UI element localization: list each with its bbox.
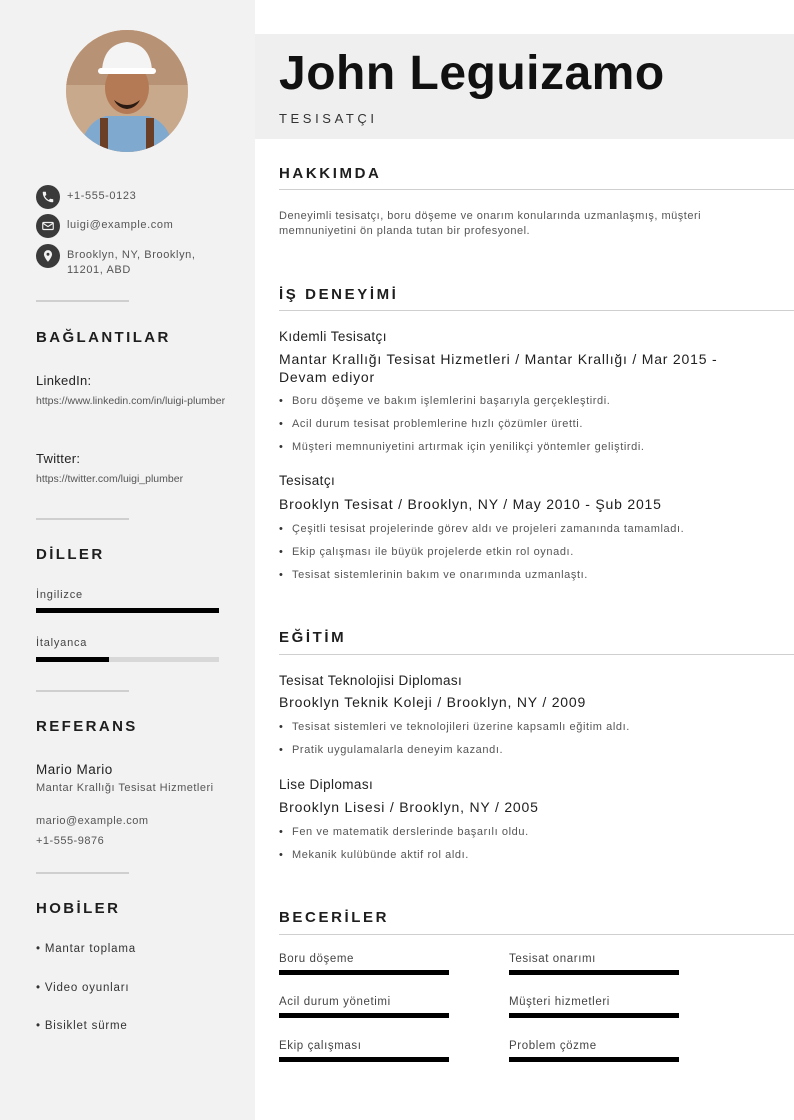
language-level-bar (36, 657, 219, 662)
reference-phone: +1-555-9876 (36, 835, 105, 847)
address-line-1: Brooklyn, NY, Brooklyn, (67, 249, 196, 261)
contact-email[interactable]: luigi@example.com (67, 219, 174, 231)
job-bullet: • Acil durum tesisat problemlerine hızlı çözümler üretti. (279, 418, 779, 430)
education-title: Lise Diploması (279, 777, 374, 792)
skill-item (509, 953, 679, 975)
language-name: İtalyanca (36, 637, 88, 649)
experience-heading: İŞ DENEYİMİ (279, 286, 399, 303)
section-divider (279, 189, 794, 190)
about-heading: HAKKIMDA (279, 165, 382, 182)
section-divider (279, 934, 794, 935)
reference-email[interactable]: mario@example.com (36, 815, 149, 827)
location-pin-icon (36, 244, 60, 268)
twitter-link[interactable]: https://twitter.com/luigi_plumber (36, 473, 184, 485)
hobby-item: • Bisiklet sürme (36, 1020, 128, 1032)
divider (36, 872, 129, 874)
section-divider (279, 310, 794, 311)
skill-level-bar (279, 1013, 449, 1018)
sidebar (0, 0, 255, 1120)
hobby-item: • Video oyunları (36, 982, 130, 994)
skill-name: Tesisat onarımı (509, 953, 596, 965)
skills-heading: BECERİLER (279, 909, 390, 926)
candidate-role: TESISATÇI (279, 111, 378, 126)
job-company: Brooklyn Tesisat / Brooklyn, NY / May 2010 - Şub 2015 (279, 496, 662, 512)
education-school: Brooklyn Lisesi / Brooklyn, NY / 2005 (279, 799, 539, 815)
skill-name: Boru döşeme (279, 953, 354, 965)
links-heading: BAĞLANTILAR (36, 329, 171, 346)
job-company: Mantar Krallığı Tesisat Hizmetleri / Mantar Krallığı / Mar 2015 - Devam ediyor (279, 351, 718, 385)
job-bullet: • Tesisat sistemlerinin bakım ve onarımında uzmanlaştı. (279, 569, 779, 581)
skill-level-bar (279, 970, 449, 975)
languages-heading: DİLLER (36, 546, 105, 563)
reference-name: Mario Mario (36, 762, 113, 777)
twitter-label: Twitter: (36, 451, 81, 466)
skill-level-bar (279, 1057, 449, 1062)
education-bullet: • Pratik uygulamalarla deneyim kazandı. (279, 744, 779, 756)
contact-phone: +1-555-0123 (67, 190, 137, 202)
language-level-bar (36, 608, 219, 613)
address-line-2: 11201, ABD (67, 264, 131, 276)
skill-item (509, 996, 679, 1018)
skill-name: Problem çözme (509, 1040, 597, 1052)
skill-item (509, 1040, 679, 1062)
job-bullet: • Ekip çalışması ile büyük projelerde etkin rol oynadı. (279, 546, 779, 558)
section-divider (279, 654, 794, 655)
education-bullet: • Tesisat sistemleri ve teknolojileri üzerine kapsamlı eğitim aldı. (279, 721, 779, 733)
education-bullet: • Fen ve matematik derslerinde başarılı oldu. (279, 826, 779, 838)
skill-level-bar (509, 1057, 679, 1062)
divider (36, 518, 129, 520)
skill-level-bar (509, 1013, 679, 1018)
education-title: Tesisat Teknolojisi Diploması (279, 673, 463, 688)
mail-icon (36, 214, 60, 238)
linkedin-label: LinkedIn: (36, 373, 92, 388)
contact-address (67, 244, 196, 278)
job-bullet: • Çeşitli tesisat projelerinde görev aldı ve projeleri zamanında tamamladı. (279, 523, 779, 535)
candidate-name: John Leguizamo (279, 47, 665, 100)
contact-phone-row (36, 185, 136, 209)
divider (36, 300, 129, 302)
education-school: Brooklyn Teknik Koleji / Brooklyn, NY / 2009 (279, 694, 587, 710)
reference-company: Mantar Krallığı Tesisat Hizmetleri (36, 782, 214, 794)
skill-item (279, 953, 449, 975)
language-name: İngilizce (36, 589, 83, 601)
phone-icon (36, 185, 60, 209)
job-bullet: • Boru döşeme ve bakım işlemlerini başarıyla gerçekleştirdi. (279, 395, 779, 407)
profile-photo (66, 30, 188, 152)
skill-name: Müşteri hizmetleri (509, 996, 610, 1008)
skill-level-bar (509, 970, 679, 975)
linkedin-link[interactable]: https://www.linkedin.com/in/luigi-plumber (36, 395, 226, 407)
language-level-fill (36, 657, 109, 662)
skill-name: Acil durum yönetimi (279, 996, 391, 1008)
job-title: Tesisatçı (279, 473, 336, 488)
contact-email-row (36, 214, 173, 238)
hobby-item: • Mantar toplama (36, 943, 136, 955)
education-heading: EĞİTİM (279, 629, 347, 646)
job-bullet: • Müşteri memnuniyetini artırmak için yenilikçi yöntemler geliştirdi. (279, 441, 779, 453)
about-text: Deneyimli tesisatçı, boru döşeme ve onarım konularında uzmanlaşmış, müşteri memnuniyetini ön planda tutan bir profesyonel. (279, 210, 702, 237)
reference-heading: REFERANS (36, 718, 138, 735)
job-title: Kıdemli Tesisatçı (279, 329, 387, 344)
divider (36, 690, 129, 692)
skill-name: Ekip çalışması (279, 1040, 362, 1052)
skill-item (279, 996, 449, 1018)
hobbies-heading: HOBİLER (36, 900, 121, 917)
language-level-fill (36, 608, 219, 613)
skill-item (279, 1040, 449, 1062)
main-content (255, 0, 794, 1120)
contact-address-row (36, 244, 196, 278)
education-bullet: • Mekanik kulübünde aktif rol aldı. (279, 849, 779, 861)
